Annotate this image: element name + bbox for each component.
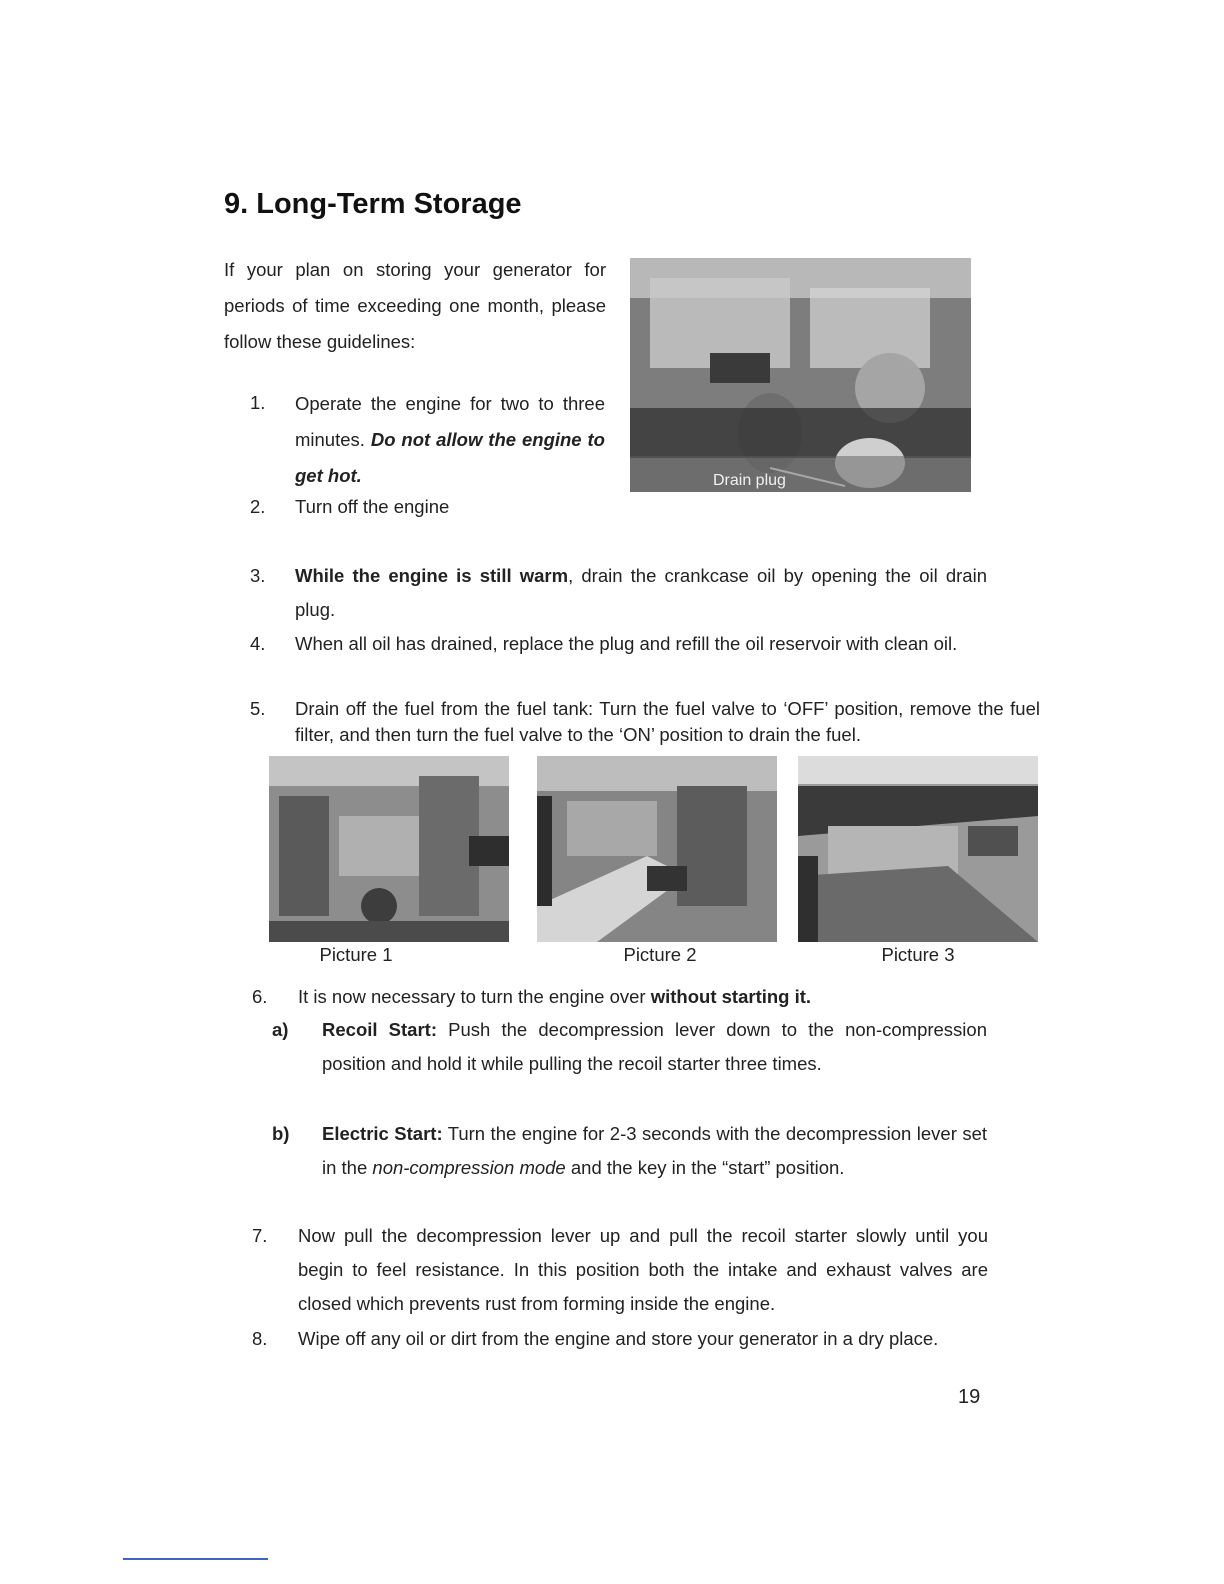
substep-label: b) <box>272 1123 290 1144</box>
substep-text-plain-2: and the key in the “start” position. <box>565 1157 845 1178</box>
step-number: 7. <box>252 1225 268 1246</box>
drain-plug-photo-art <box>630 258 971 492</box>
picture-1-photo <box>269 756 509 942</box>
step-number: 8. <box>252 1328 268 1349</box>
drain-plug-photo <box>630 258 971 492</box>
step-number: 3. <box>250 565 266 586</box>
substep-text <box>322 1013 987 1081</box>
section-heading: 9. Long-Term Storage <box>224 188 522 220</box>
substep-text <box>322 1117 987 1185</box>
step-text <box>298 980 988 1014</box>
drain-plug-label: Drain plug <box>713 472 786 489</box>
picture-3-art <box>798 756 1038 942</box>
step-text <box>295 386 605 494</box>
page-number: 19 <box>958 1386 981 1408</box>
step-text-bold: without starting it. <box>650 986 812 1007</box>
step-number: 4. <box>250 633 266 654</box>
intro-paragraph: If your plan on storing your generator for periods of time exceeding one month, please follow these guidelines: <box>224 259 606 352</box>
step-text-plain: It is now necessary to turn the engine over <box>298 986 651 1007</box>
step-text-plain: , drain the crankcase oil by opening the oil drain plug. <box>295 565 987 620</box>
step-text-plain: Operate the engine for two to three minutes. <box>295 393 605 450</box>
step-text-bold: While the engine is still warm <box>295 565 569 586</box>
step-number: 5. <box>250 698 266 719</box>
step-text <box>295 559 987 627</box>
step-text-warning: Do not allow the engine to get hot. <box>295 429 605 486</box>
substep-text-plain: Push the decompression lever down to the non-compression position and hold it while pulling the recoil starter three times. <box>322 1019 987 1074</box>
step-text: Now pull the decompression lever up and pull the recoil starter slowly until you begin to feel resistance. In this position both the intake and exhaust valves are closed which prevents rust from forming inside the engine. <box>298 1225 988 1314</box>
step-number: 6. <box>252 986 268 1007</box>
substep-text-plain: Turn the engine for 2-3 seconds with the decompression lever set in the <box>322 1123 987 1178</box>
picture-2-caption: Picture 2 <box>623 944 697 965</box>
picture-3-photo <box>798 756 1038 942</box>
substep-text-italic: non-compression mode <box>372 1157 566 1178</box>
substep-label: a) <box>272 1019 289 1040</box>
substep-text-bold: Recoil Start: <box>322 1019 437 1040</box>
step-text: Drain off the fuel from the fuel tank: Turn the fuel valve to ‘OFF’ position, remove the fuel filter, and then turn the fuel valve to the ‘ON’ position to drain the fuel. <box>295 698 1040 745</box>
picture-2-art <box>537 756 777 942</box>
footer-rule <box>123 1558 268 1560</box>
substep-text-bold: Electric Start: <box>322 1123 443 1144</box>
step-text: When all oil has drained, replace the plug and refill the oil reservoir with clean oil. <box>295 633 958 654</box>
picture-1-art <box>269 756 509 942</box>
picture-1-caption: Picture 1 <box>319 944 393 965</box>
step-text: Wipe off any oil or dirt from the engine and store your generator in a dry place. <box>298 1328 939 1349</box>
picture-2-photo <box>537 756 777 942</box>
step-text: Turn off the engine <box>295 496 450 517</box>
picture-3-caption: Picture 3 <box>881 944 955 965</box>
step-number: 1. <box>250 392 266 413</box>
step-number: 2. <box>250 496 266 517</box>
